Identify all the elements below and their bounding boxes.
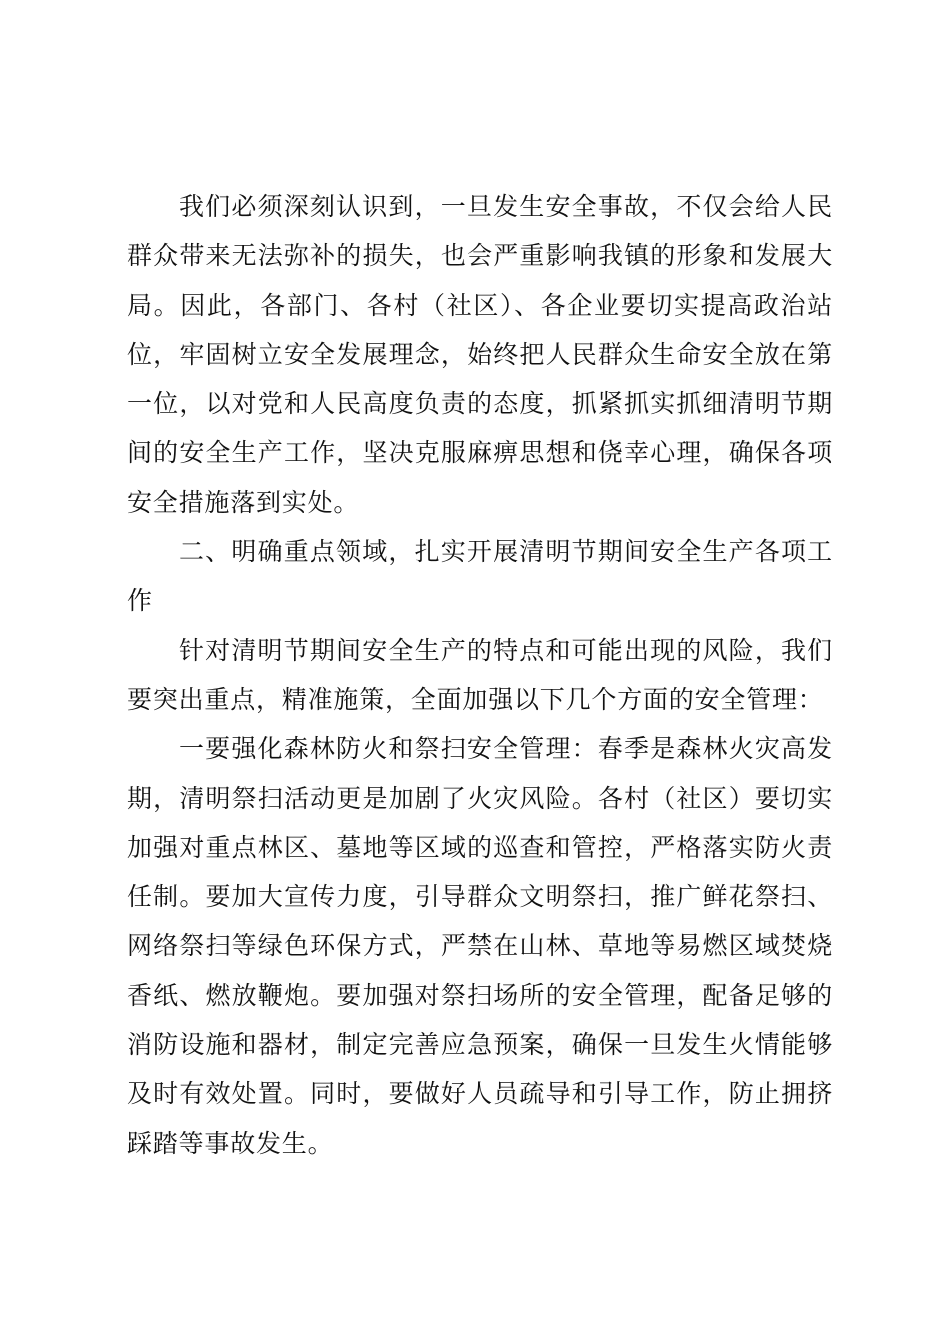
paragraph-intro: 针对清明节期间安全生产的特点和可能出现的风险，我们要突出重点，精准施策，全面加强以下几个方面的安全管理： — [127, 635, 833, 714]
paragraph-awareness: 我们必须深刻认识到，一旦发生安全事故，不仅会给人民群众带来无法弥补的损失，也会严重影响我镇的形象和发展大局。因此，各部门、各村（社区）、各企业要切实提高政治站位，牢固树立安全发展理念，始终把人民群众生命安全放在第一位，以对党和人民高度负责的态度，抓紧抓实抓细清明节期间的安全生产工作，坚决克服麻痹思想和侥幸心理，确保各项安全措施落到实处。 — [127, 192, 833, 517]
section-heading-2: 二、明确重点领域，扎实开展清明节期间安全生产各项工作 — [127, 537, 833, 616]
paragraph-forest-fire: 一要强化森林防火和祭扫安全管理：春季是森林火灾高发期，清明祭扫活动更是加剧了火灾风险。各村（社区）要切实加强对重点林区、墓地等区域的巡查和管控，严格落实防火责任制。要加大宣传力度，引导群众文明祭扫，推广鲜花祭扫、网络祭扫等绿色环保方式，严禁在山林、草地等易燃区域焚烧香纸、燃放鞭炮。要加强对祭扫场所的安全管理，配备足够的消防设施和器材，制定完善应急预案，确保一旦发生火情能够及时有效处置。同时，要做好人员疏导和引导工作，防止拥挤踩踏等事故发生。 — [127, 734, 833, 1158]
document-body — [127, 182, 833, 1168]
